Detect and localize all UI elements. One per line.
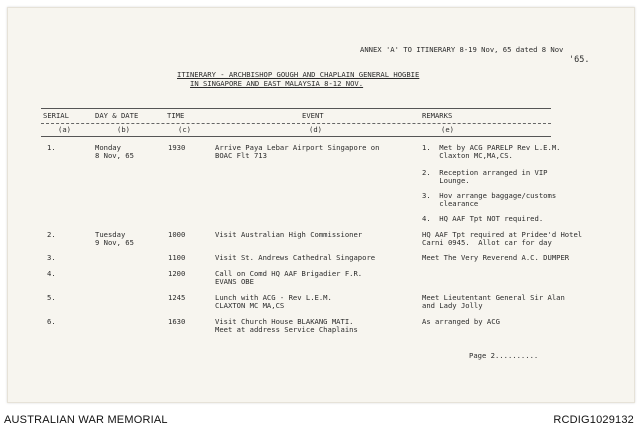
itinerary-title: ITINERARY - ARCHBISHOP GOUGH AND CHAPLAIN GENERAL HOGBIE [177,70,420,79]
row-time: 1930 [168,143,186,152]
row-serial: 6. [47,317,56,326]
remark-line: Claxton MC,MA,CS. [422,151,513,160]
row-event: Visit Australian High Commissioner [215,230,363,239]
row-event: Arrive Paya Lebar Airport Singapore on [215,143,380,152]
header-time: TIME [167,111,185,120]
row-event-cont: CLAXTON MC MA,CS [215,301,285,310]
itinerary-subtitle: IN SINGAPORE AND EAST MALAYSIA 8-12 NOV. [190,79,364,88]
row-time: 1200 [168,269,186,278]
row-time: 1000 [168,230,186,239]
table-top-rule [41,108,551,109]
footer-catalogue-id: RCDIG1029132 [553,414,634,426]
row-event-cont: BOAC Flt 713 [215,151,267,160]
document-page [7,7,635,403]
row-time: 1245 [168,293,186,302]
row-date: 9 Nov, 65 [95,238,134,247]
subheader-d: (d) [309,125,322,134]
row-event: Visit Church House BLAKANG MATI. [215,317,354,326]
subheader-c: (c) [178,125,191,134]
row-event-cont: Meet at address Service Chaplains [215,325,358,334]
remark-line: Lounge. [422,176,470,185]
remark-line: 1. Met by ACG PARELP Rev L.E.M. [422,143,561,152]
subheader-a: (a) [58,125,71,134]
annex-reference: ANNEX 'A' TO ITINERARY 8-19 Nov, 65 dated 8 Nov [360,45,564,54]
row-time: 1630 [168,317,186,326]
remark-line: and Lady Jolly [422,301,483,310]
archive-footer [0,410,640,430]
header-event: EVENT [302,111,324,120]
page-continuation-marker: Page 2.......... [469,351,539,360]
row-serial: 4. [47,269,56,278]
row-time: 1100 [168,253,186,262]
subheader-b: (b) [117,125,130,134]
remark-line: As arranged by ACG [422,317,500,326]
row-day: Tuesday [95,230,126,239]
header-divider [41,123,551,124]
row-event-cont: EVANS OBE [215,277,254,286]
row-event: Lunch with ACG - Rev L.E.M. [215,293,332,302]
remark-line: Meet The Very Reverend A.C. DUMPER [422,253,570,262]
remark-line: Meet Lieutentant General Sir Alan [422,293,565,302]
remark-line: 3. Hov arrange baggage/customs [422,191,557,200]
row-serial: 3. [47,253,56,262]
row-day: Monday [95,143,121,152]
row-serial: 2. [47,230,56,239]
subheader-e: (e) [441,125,454,134]
annex-year-handwritten: '65. [569,55,590,65]
row-serial: 5. [47,293,56,302]
header-day-date: DAY & DATE [95,111,139,120]
row-serial: 1. [47,143,56,152]
remark-line: clearance [422,199,479,208]
header-serial: SERIAL [43,111,69,120]
remark-line: Carni 0945. Allot car for day [422,238,552,247]
remark-line: HQ AAF Tpt required at Pridee'd Hotel [422,230,583,239]
remark-line: 4. HQ AAF Tpt NOT required. [422,214,544,223]
row-date: 8 Nov, 65 [95,151,134,160]
header-remarks: REMARKS [422,111,453,120]
row-event: Visit St. Andrews Cathedral Singapore [215,253,376,262]
row-event: Call on Comd HQ AAF Brigadier F.R. [215,269,363,278]
footer-institution: AUSTRALIAN WAR MEMORIAL [4,414,168,426]
subheader-rule [41,136,551,137]
remark-line: 2. Reception arranged in VIP [422,168,548,177]
